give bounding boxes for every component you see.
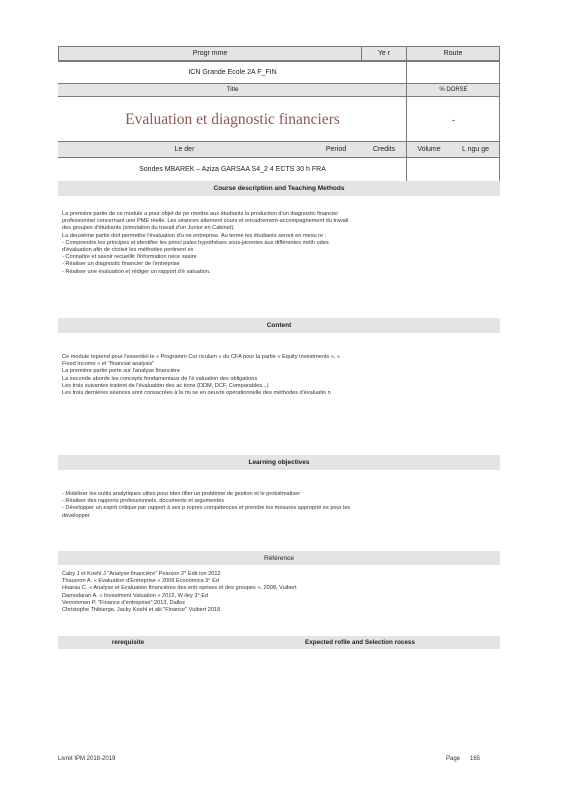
course-title: Evaluation et diagnostic financiers <box>125 111 340 128</box>
route-header-cell: Route <box>406 46 500 61</box>
description-line: professionnel concernant une PME réelle. Les séances alternent cours et encadrement-accompagnement du travail <box>62 218 349 225</box>
table-line <box>406 46 407 182</box>
objectives-line: - Mobiliser les outils analytiques utiles pour iden tifier un problème de gestion et le problématiser <box>62 491 301 497</box>
content-line: Les trois suivantes traitent de l'évaluation des ac tions (DDM, DCF, Comparables...) <box>62 382 269 389</box>
language-header-cell: L ngu ge <box>451 142 500 157</box>
reference-line: Vernimmen P. "Finance d'entreprise" 2013, Dalloz <box>62 599 186 606</box>
footer-left: Livret IPM 2018-2019 <box>58 756 116 762</box>
credits-header-cell: Credits <box>361 142 407 157</box>
reference-text <box>62 571 498 614</box>
table-line <box>58 157 500 158</box>
description-line: - Connaître et savoir recueillir l'information néce ssaire <box>62 254 197 261</box>
expected-profile-title: Expected rofile and Selection rocess <box>305 639 415 646</box>
table-line <box>58 141 500 142</box>
table-line <box>58 61 500 62</box>
course-code-header-cell: % DORSE <box>407 83 500 96</box>
year-header-cell: Ye r <box>361 46 407 61</box>
reference-line: Christophe Thibierge, Jacky Koehl et alii "Finance" Vuibert 2018 <box>62 607 221 614</box>
description-line: - Comprendre les principes et identifier les princi pales hypothèses sous-jacentes aux différentes méth odes <box>62 239 329 246</box>
table-line <box>499 46 500 182</box>
description-line: - Réaliser un diagnostic financier de l'entreprise <box>62 261 180 268</box>
programme-value: ICN Grande Ecole 2A F_FIN <box>188 68 277 76</box>
volume-header-cell: Volume <box>407 142 451 157</box>
content-line: La seconde aborde les concepts fondamentaux de l'é valuation des obligations <box>62 375 258 382</box>
prerequisite-title: rerequisite <box>111 639 145 646</box>
table-line <box>58 96 500 97</box>
description-line: des groupes d'étudiants (simulation du travail d'un Junior en Cabinet). <box>62 225 235 232</box>
content-line: Ce module reprend pour l'essentiel le « Programm Cur riculum » du CFA pour la partie « Equity Investments », « <box>62 354 341 360</box>
objectives-line: - Développer un esprit critique par rapport à ses p ropres compétences et prendre les mesures approprié es pour les <box>62 505 351 512</box>
course-code-value: - <box>452 115 455 125</box>
footer-page-number: 165 <box>470 756 481 762</box>
section-content-title: Content <box>58 318 500 333</box>
footer-page-label: Page <box>446 756 461 762</box>
content-text <box>62 354 498 397</box>
description-line: La deuxième partie doit permettre l'évaluation d'u ne entreprise. Au terme les étudiants seront en mesu re : <box>62 232 327 239</box>
programme-header-cell: Progr mme <box>58 46 362 61</box>
leader-header-cell: Le der <box>58 142 311 157</box>
description-line: d'évaluation afin de choisir les méthodes pertinent es <box>62 247 194 254</box>
reference-line: Damodaran A. « Investment Valuation » 2012, W iley 3° Ed <box>62 592 209 599</box>
reference-line: Hoarau C. « Analyse et Evaluation financières des entr eprises et des groupes », 2008, Vuibert <box>62 585 297 592</box>
section-description-title: Course description and Teaching Methods <box>58 181 500 196</box>
title-header-cell: Title <box>58 83 407 96</box>
content-line: Fixed Income » et "financial analysis" <box>62 361 155 368</box>
table-line <box>58 83 500 84</box>
description-line: La première partie de ce module a pour objet de pe rmettre aux étudiants la production d'un diagnostic financier <box>62 211 339 217</box>
content-line: La première partie porte sur l'analyse financière <box>62 368 180 375</box>
objectives-line: développer <box>62 512 90 519</box>
leader-value: Sondes MBAREK – Aziza GARSAA S4_2 4 ECTS 30 h FRA <box>139 165 326 173</box>
description-line: - Réaliser une évaluation et rédiger un rapport d'é valuation. <box>62 268 211 275</box>
objectives-line: - Réaliser des rapports professionnels, documents et argumentés <box>62 498 224 505</box>
reference-line: Caby J et Koehl J "Analyse financière" Pearson 2° Edit ion 2012 <box>62 571 221 577</box>
period-header-cell: Period <box>311 142 361 157</box>
objectives-text <box>62 491 498 520</box>
section-reference-title: Référence <box>58 551 500 565</box>
content-line: Les trois dernières séances sont consacrées à la mi se en oeuvre opérationnelle des méthodes d'évaluatio n <box>62 390 331 397</box>
reference-line: Thauvron A. « Evaluation d'Entreprise » 2009 Economica 3° Ed <box>62 578 219 585</box>
description-text <box>62 211 498 276</box>
section-objectives-title: Learning objectives <box>58 455 500 470</box>
